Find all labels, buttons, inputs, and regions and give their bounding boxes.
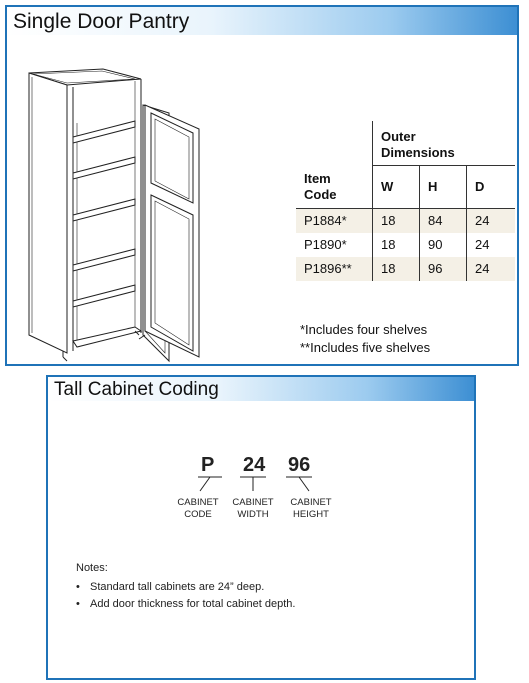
width-value: 18 xyxy=(373,257,420,281)
label-line: CABINET xyxy=(290,497,332,508)
item-code: P1890* xyxy=(304,237,347,252)
table-row xyxy=(296,208,515,233)
outer-dimensions-header xyxy=(373,121,516,166)
height-value: 90 xyxy=(420,233,467,257)
label-line: CABINET xyxy=(177,497,219,508)
col-header-d: D xyxy=(467,166,516,209)
height-value: 84 xyxy=(420,208,467,233)
item-code: P1896** xyxy=(296,257,373,281)
height-value: 96 xyxy=(420,257,467,281)
depth-value: 24 xyxy=(467,257,516,281)
width-value: 18 xyxy=(373,233,420,257)
table-row xyxy=(296,257,515,281)
cabinet-height-number: 96 xyxy=(288,454,311,476)
item-code: P1884* xyxy=(296,208,373,233)
panel-title: Tall Cabinet Coding xyxy=(54,379,219,400)
tall-cabinet-coding-panel xyxy=(46,375,476,680)
pantry-cabinet-illustration xyxy=(27,65,227,365)
item-code-header xyxy=(296,166,373,209)
notes-title: Notes: xyxy=(76,562,108,574)
depth-value: 24 xyxy=(467,233,516,257)
depth-value: 24 xyxy=(467,208,516,233)
header-line: Dimensions xyxy=(381,145,455,160)
cabinet-height-label xyxy=(284,497,338,521)
cabinet-code-label xyxy=(173,497,223,521)
label-line: CODE xyxy=(184,509,212,520)
header-line: Outer xyxy=(381,129,416,144)
code-leader-lines xyxy=(48,377,474,677)
label-line: CABINET xyxy=(232,497,274,508)
cabinet-code-letter: P xyxy=(201,454,215,476)
note-item: • Standard tall cabinets are 24” deep. xyxy=(76,579,295,596)
col-header-w: W xyxy=(373,166,420,209)
footnote: **Includes five shelves xyxy=(300,340,431,355)
panel-title: Single Door Pantry xyxy=(13,10,190,33)
col-header-h: H xyxy=(420,166,467,209)
panel-header xyxy=(7,7,517,35)
header-line: Code xyxy=(304,186,337,202)
note-item: • Add door thickness for total cabinet depth. xyxy=(76,596,295,613)
dimensions-table xyxy=(296,121,515,281)
width-value: 18 xyxy=(373,208,420,233)
single-door-pantry-panel xyxy=(5,5,519,366)
table-row xyxy=(296,233,515,257)
notes-list xyxy=(76,579,295,613)
cabinet-width-label xyxy=(226,497,280,521)
shelf-footnotes xyxy=(300,321,430,357)
label-line: HEIGHT xyxy=(293,509,329,520)
header-line: Item xyxy=(304,170,331,186)
label-line: WIDTH xyxy=(237,509,269,520)
footnote: *Includes four shelves xyxy=(300,322,428,337)
cabinet-width-number: 24 xyxy=(243,454,266,476)
